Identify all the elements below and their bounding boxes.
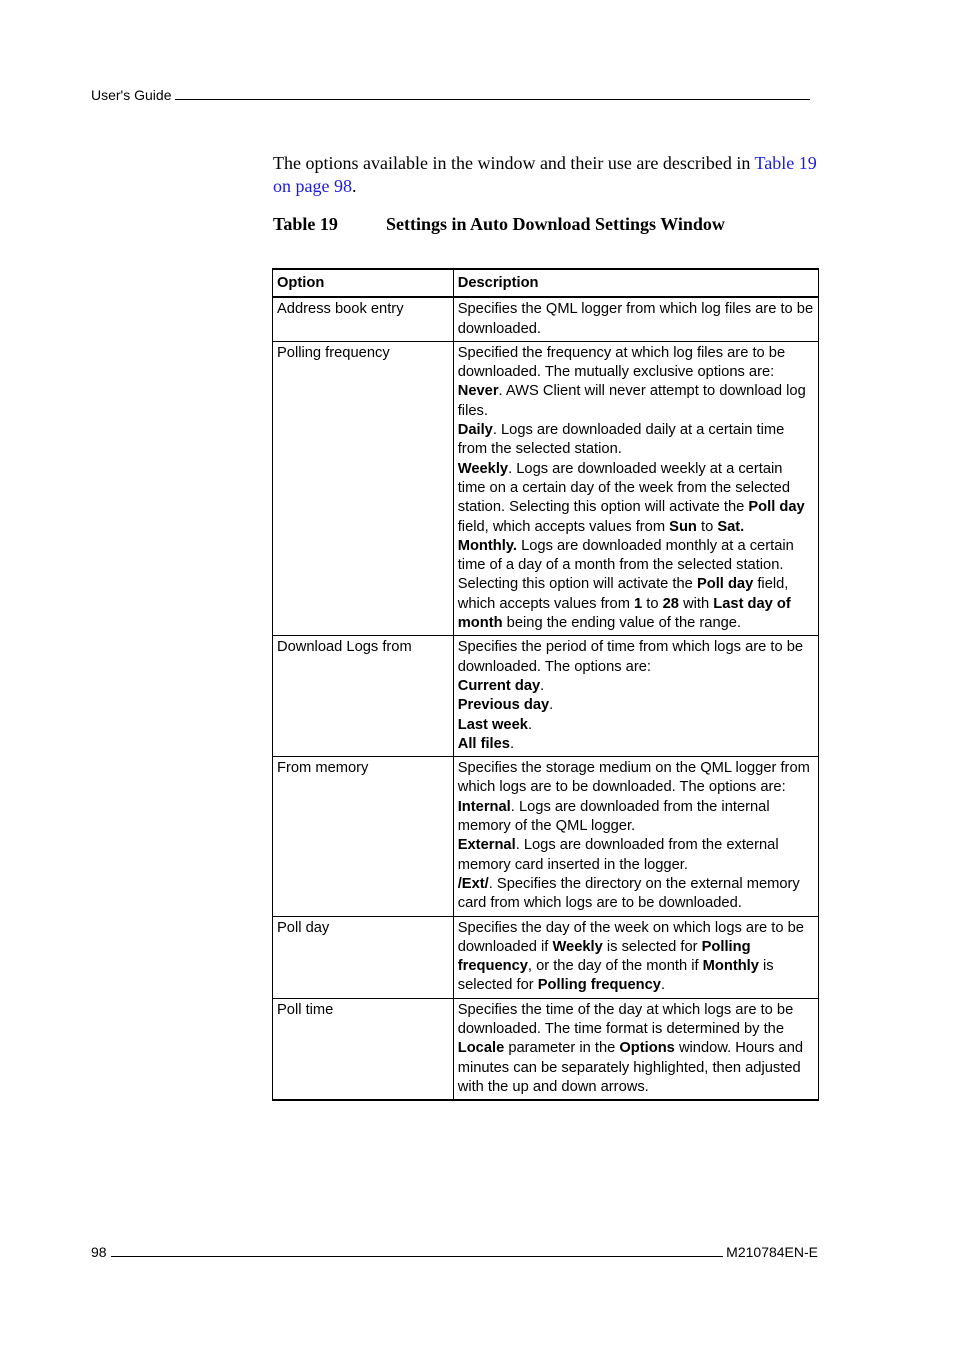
description-paragraph: Weekly. Logs are downloaded weekly at a certain time on a certain day of the week from the selected station. Selecting this option will activate the Poll day field, which accepts values from Sun to Sat. — [457, 460, 805, 535]
description-paragraph: Specifies the time of the day at which logs are to be downloaded. The time format is determined by the Locale parameter in the Options window. Hours and minutes can be separately highlighted, then adjusted with the up and down arrows. — [457, 1001, 804, 1095]
table-caption — [273, 214, 725, 235]
table-row — [273, 636, 819, 757]
description-paragraph: External. Logs are downloaded from the external memory card inserted in the logger. — [457, 837, 779, 873]
table-row — [273, 757, 819, 916]
description-paragraph: Last week. — [457, 716, 533, 733]
description-paragraph: Never. AWS Client will never attempt to download log files. — [457, 383, 806, 419]
option-cell: Polling frequency — [273, 341, 454, 635]
description-cell — [453, 998, 818, 1100]
table-body — [273, 297, 819, 1100]
page-footer — [91, 1244, 818, 1260]
intro-text: The options available in the window and their use are described in — [273, 153, 755, 173]
description-paragraph: Specifies the QML logger from which log files are to be downloaded. — [457, 301, 814, 337]
description-paragraph: Daily. Logs are downloaded daily at a certain time from the selected station. — [457, 422, 785, 458]
description-paragraph: Internal. Logs are downloaded from the internal memory of the QML logger. — [457, 798, 770, 835]
description-paragraph: Specifies the period of time from which logs are to be downloaded. The options are: — [457, 639, 804, 675]
table-row — [273, 297, 819, 341]
table-row — [273, 341, 819, 635]
option-cell: Poll time — [273, 998, 454, 1100]
table-number: Table 19 — [273, 214, 338, 234]
description-paragraph: /Ext/. Specifies the directory on the external memory card from which logs are to be downloaded. — [457, 875, 800, 912]
column-header-option: Option — [273, 269, 454, 297]
description-paragraph: Monthly. Logs are downloaded monthly at a certain time of a day of a month from the selected station. Selecting this option will activate the Poll day field, which accepts values from 1 to 28 with Last day of month being the ending value of the range. — [457, 537, 794, 632]
table-reference-link[interactable]: Table 19 on page 98 — [273, 153, 817, 196]
intro-paragraph — [273, 152, 821, 198]
intro-end: . — [351, 176, 357, 196]
description-paragraph: Previous day. — [457, 697, 554, 714]
description-paragraph: Current day. — [457, 677, 545, 694]
option-cell: From memory — [273, 757, 454, 916]
description-paragraph: Specifies the day of the week on which logs are to be downloaded if Weekly is selected for Polling frequency, or the day of the month if Monthly is selected for Polling frequency. — [457, 919, 804, 994]
header-rule — [175, 98, 810, 100]
page-number: 98 — [91, 1244, 107, 1260]
option-cell: Address book entry — [273, 297, 454, 341]
description-cell — [453, 636, 818, 757]
option-cell: Download Logs from — [273, 636, 454, 757]
settings-table — [272, 268, 819, 1101]
footer-rule — [111, 1255, 724, 1257]
document-id: M210784EN-E — [726, 1244, 818, 1260]
description-paragraph: Specifies the storage medium on the QML logger from which logs are to be downloaded. The options are: — [457, 760, 810, 796]
page-header — [91, 87, 813, 103]
option-cell: Poll day — [273, 916, 454, 998]
description-paragraph: Specified the frequency at which log files are to be downloaded. The mutually exclusive options are: — [457, 344, 786, 381]
table-title: Settings in Auto Download Settings Window — [386, 214, 725, 234]
header-title: User's Guide — [91, 87, 172, 103]
description-cell — [453, 916, 818, 998]
table-row — [273, 998, 819, 1100]
description-paragraph: All files. — [457, 735, 515, 752]
column-header-description: Description — [453, 269, 818, 297]
description-cell — [453, 757, 818, 916]
description-cell — [453, 297, 818, 341]
table-row — [273, 916, 819, 998]
table-header-row — [273, 269, 819, 297]
description-cell — [453, 341, 818, 635]
